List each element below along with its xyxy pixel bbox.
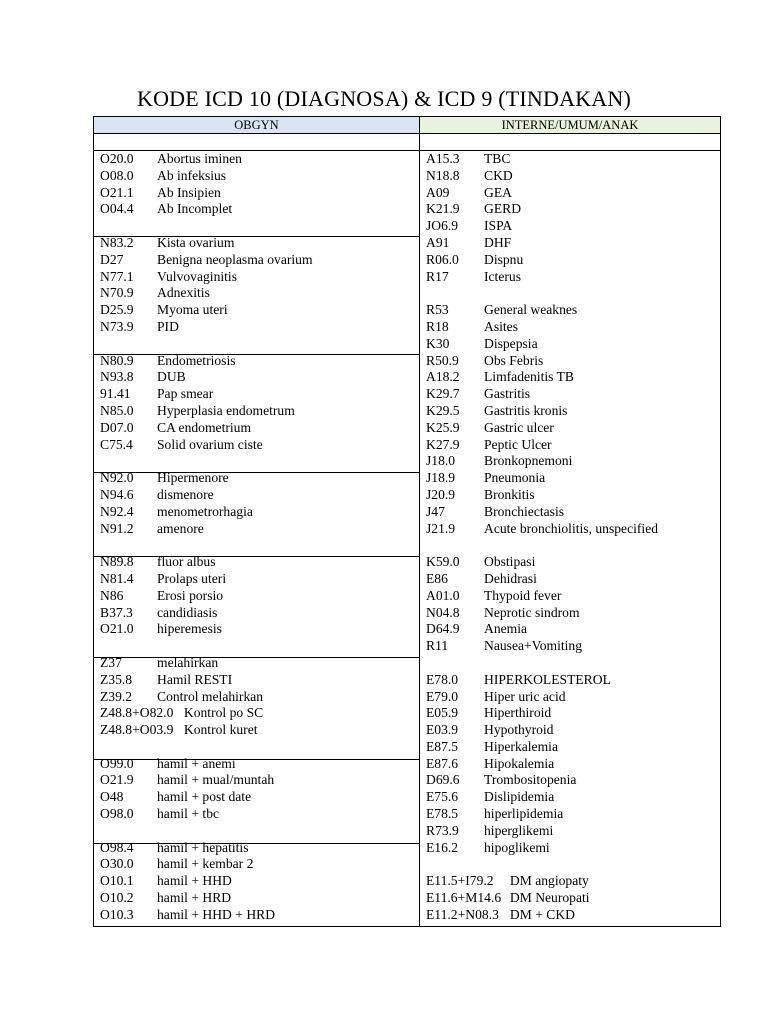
- diagnosis-label: hamil + anemi: [157, 755, 236, 771]
- diagnosis-label: Nausea+Vomiting: [484, 638, 583, 654]
- icd-code: O10.3: [100, 906, 134, 922]
- code-group: [426, 671, 611, 857]
- diagnosis-label: GERD: [484, 201, 522, 217]
- icd-code: N70.9: [100, 285, 134, 301]
- icd-code: E11.2+N08.3: [426, 906, 499, 922]
- code-row: [426, 570, 537, 588]
- icd-code: O99.0: [100, 755, 134, 771]
- code-row: [100, 839, 249, 857]
- code-row: [100, 587, 224, 605]
- icd-code: O20.0: [100, 151, 134, 166]
- code-row: [426, 520, 659, 538]
- icd-code: N94.6: [100, 486, 134, 502]
- icd-code: J47: [426, 503, 445, 519]
- diagnosis-label: Thypoid fever: [484, 587, 562, 603]
- code-group: [426, 554, 583, 655]
- diagnosis-label: Pap smear: [157, 386, 214, 402]
- code-row: [426, 436, 552, 454]
- code-group: [426, 302, 659, 537]
- code-row: [100, 151, 242, 168]
- code-row: [426, 470, 546, 487]
- icd-code: O10.2: [100, 890, 134, 906]
- code-row: [100, 386, 214, 403]
- icd-code: D69.6: [426, 772, 460, 788]
- code-group: [100, 839, 276, 924]
- icd-code: N91.2: [100, 520, 134, 536]
- icd-code: N18.8: [426, 167, 460, 183]
- code-row: [426, 167, 513, 185]
- icd-code: Z37: [100, 654, 122, 670]
- diagnosis-label: hiperlipidemia: [484, 806, 564, 822]
- diagnosis-label: hamil + post date: [157, 789, 252, 805]
- icd-code: D64.9: [426, 621, 460, 637]
- code-row: [100, 755, 236, 773]
- diagnosis-label: Myoma uteri: [157, 302, 228, 318]
- diagnosis-label: Hipokalemia: [484, 755, 555, 771]
- code-row: [100, 722, 258, 739]
- diagnosis-label: Ab infeksius: [157, 167, 227, 183]
- code-row: [100, 705, 264, 722]
- diagnosis-label: Neprotic sindrom: [484, 604, 580, 620]
- diagnosis-label: Kista ovarium: [157, 234, 235, 250]
- code-row: [426, 839, 550, 857]
- diagnosis-label: CA endometrium: [157, 419, 252, 435]
- code-row: [426, 671, 611, 689]
- code-row: [426, 789, 555, 806]
- code-row: [426, 318, 518, 336]
- code-row: [100, 570, 227, 588]
- column-divider: [419, 116, 420, 927]
- code-row: [100, 789, 252, 806]
- icd-code: R53: [426, 302, 449, 318]
- diagnosis-label: Bronchiectasis: [484, 503, 565, 519]
- icd-code: J21.9: [426, 520, 456, 536]
- diagnosis-label: hiperglikemi: [484, 822, 554, 838]
- icd-code: A91: [426, 234, 450, 250]
- diagnosis-label: Bronkitis: [484, 486, 535, 502]
- diagnosis-label: Gastritis: [484, 386, 531, 402]
- diagnosis-label: Ab Insipien: [157, 184, 221, 200]
- diagnosis-label: Obstipasi: [484, 554, 536, 570]
- code-row: [100, 688, 264, 706]
- code-row: [426, 604, 580, 622]
- code-row: [426, 722, 554, 739]
- icd-code: Z35.8: [100, 671, 133, 687]
- icd-code: J18.0: [426, 453, 456, 469]
- code-row: [426, 906, 575, 924]
- diagnosis-label: Dislipidemia: [484, 789, 555, 805]
- code-row: [426, 890, 590, 907]
- interne-column: [426, 151, 659, 924]
- diagnosis-label: Ab Incomplet: [157, 201, 233, 217]
- diagnosis-label: hamil + hepatitis: [157, 839, 249, 855]
- interne-header: INTERNE/UMUM/ANAK: [420, 117, 720, 134]
- icd-code: Z48.8+O82.0: [100, 705, 174, 721]
- code-row: [100, 402, 295, 420]
- code-row: [426, 772, 577, 789]
- icd-code: O10.1: [100, 873, 134, 889]
- icd-code: E87.5: [426, 738, 459, 754]
- icd-code: E78.0: [426, 671, 459, 687]
- code-row: [100, 856, 254, 873]
- diagnosis-label: menometrorhagia: [157, 503, 253, 519]
- code-row: [100, 906, 276, 924]
- icd-code: O21.1: [100, 184, 134, 200]
- diagnosis-label: Hiperthiroid: [484, 705, 552, 721]
- code-row: [100, 184, 221, 202]
- code-row: [426, 873, 589, 890]
- code-row: [426, 201, 522, 218]
- code-row: [100, 419, 252, 437]
- diagnosis-label: Acute bronchiolitis, unspecified: [484, 520, 659, 536]
- diagnosis-label: hipoglikemi: [484, 839, 550, 855]
- diagnosis-label: Benigna neoplasma ovarium: [157, 251, 313, 267]
- diagnosis-label: Pneumonia: [484, 470, 546, 486]
- icd-code: N89.8: [100, 554, 134, 570]
- diagnosis-label: PID: [157, 318, 179, 334]
- icd-code: E03.9: [426, 722, 459, 738]
- diagnosis-label: Hipermenore: [157, 470, 229, 486]
- diagnosis-label: Dispepsia: [484, 335, 538, 351]
- code-row: [426, 453, 573, 470]
- code-row: [426, 587, 562, 605]
- icd-code: N81.4: [100, 570, 134, 586]
- icd-code: D07.0: [100, 419, 134, 435]
- code-row: [426, 621, 528, 638]
- code-row: [426, 806, 564, 823]
- icd-code: E78.5: [426, 806, 459, 822]
- diagnosis-label: Gastritis kronis: [484, 402, 568, 418]
- icd-code: A01.0: [426, 587, 460, 603]
- code-row: [426, 234, 512, 252]
- diagnosis-label: Solid ovarium ciste: [157, 436, 263, 452]
- code-row: [100, 352, 236, 370]
- diagnosis-label: Hamil RESTI: [157, 671, 233, 687]
- code-row: [426, 218, 513, 235]
- diagnosis-label: melahirkan: [157, 654, 219, 670]
- code-row: [426, 738, 558, 756]
- code-row: [100, 302, 228, 319]
- diagnosis-label: DM Neuropati: [509, 890, 590, 906]
- icd-code: Z48.8+O03.9: [100, 722, 174, 738]
- icd-code: K59.0: [426, 554, 460, 570]
- obgyn-column: [100, 151, 313, 924]
- code-row: [426, 402, 568, 420]
- icd-code: N85.0: [100, 402, 134, 418]
- icd-code: K27.9: [426, 436, 460, 452]
- icd-code: R17: [426, 268, 449, 284]
- diagnosis-label: Bronkopnemoni: [484, 453, 573, 469]
- diagnosis-label: hamil + HRD: [157, 890, 232, 906]
- code-row: [426, 386, 531, 403]
- diagnosis-label: Hiperkalemia: [484, 738, 558, 754]
- icd-code: R11: [426, 638, 449, 654]
- code-group: [100, 234, 313, 336]
- diagnosis-label: fluor albus: [157, 554, 216, 570]
- code-row: [100, 201, 233, 218]
- code-row: [100, 167, 227, 185]
- icd-code: O08.0: [100, 167, 134, 183]
- code-row: [100, 436, 263, 454]
- icd-code: J18.9: [426, 470, 456, 486]
- code-row: [100, 806, 220, 823]
- diagnosis-label: dismenore: [157, 486, 214, 502]
- icd-code: D27: [100, 251, 124, 267]
- code-row: [426, 335, 538, 353]
- diagnosis-label: Peptic Ulcer: [484, 436, 552, 452]
- code-row: [100, 671, 233, 689]
- code-row: [100, 890, 232, 907]
- icd-code: A09: [426, 184, 450, 200]
- diagnosis-label: Anemia: [484, 621, 528, 637]
- code-row: [100, 486, 214, 504]
- diagnosis-label: Control melahirkan: [157, 688, 264, 704]
- icd-code: 91.41: [100, 386, 131, 402]
- code-row: [100, 520, 204, 538]
- icd-code: E11.5+I79.2: [426, 873, 494, 889]
- code-row: [426, 352, 544, 370]
- icd-code: D25.9: [100, 302, 134, 318]
- icd-code: K29.5: [426, 402, 460, 418]
- diagnosis-label: Hypothyroid: [484, 722, 554, 738]
- code-row: [426, 184, 512, 202]
- code-row: [426, 486, 535, 504]
- icd-code: E75.6: [426, 789, 459, 805]
- diagnosis-label: Trombositopenia: [484, 772, 577, 788]
- icd-code: O98.4: [100, 839, 134, 855]
- code-row: [100, 772, 275, 789]
- page-title: KODE ICD 10 (DIAGNOSA) & ICD 9 (TINDAKAN): [137, 86, 631, 111]
- icd-code: A15.3: [426, 151, 460, 166]
- code-row: [426, 638, 583, 655]
- code-row: [100, 369, 186, 386]
- code-row: [426, 419, 554, 437]
- icd-code: E16.2: [426, 839, 459, 855]
- diagnosis-label: hiperemesis: [157, 621, 222, 637]
- icd-code: N04.8: [426, 604, 460, 620]
- code-row: [100, 873, 232, 890]
- diagnosis-label: hamil + HHD + HRD: [157, 906, 276, 922]
- code-group: [100, 470, 253, 537]
- code-row: [426, 554, 536, 571]
- icd-code: C75.4: [100, 436, 133, 452]
- icd-code: J20.9: [426, 486, 456, 502]
- code-row: [426, 151, 511, 168]
- diagnosis-label: Hiper uric acid: [484, 688, 566, 704]
- code-row: [100, 503, 253, 521]
- obgyn-header: OBGYN: [94, 117, 419, 134]
- diagnosis-label: hamil + HHD: [157, 873, 232, 889]
- code-group: [100, 352, 295, 454]
- icd-code: E87.6: [426, 755, 459, 771]
- icd-code: B37.3: [100, 604, 133, 620]
- diagnosis-label: Dehidrasi: [484, 570, 537, 586]
- icd-code: N83.2: [100, 234, 134, 250]
- diagnosis-label: General weaknes: [484, 302, 578, 318]
- icd-code: N86: [100, 587, 124, 603]
- code-row: [100, 251, 313, 269]
- diagnosis-label: DUB: [157, 369, 186, 385]
- diagnosis-label: Hyperplasia endometrum: [157, 402, 295, 418]
- diagnosis-label: DM angiopaty: [509, 873, 589, 889]
- code-row: [100, 604, 218, 622]
- diagnosis-label: Dispnu: [484, 251, 524, 267]
- icd-code: K25.9: [426, 419, 460, 435]
- diagnosis-label: Prolaps uteri: [157, 570, 227, 586]
- icd-code: R18: [426, 318, 449, 334]
- diagnosis-label: Vulvovaginitis: [157, 268, 237, 284]
- code-row: [100, 234, 235, 252]
- icd-code: R50.9: [426, 352, 459, 368]
- icd-code: A18.2: [426, 369, 460, 385]
- icd-code: N93.8: [100, 369, 134, 385]
- icd-code: K30: [426, 335, 450, 351]
- icd-code: O30.0: [100, 856, 134, 872]
- icd-code: N92.4: [100, 503, 134, 519]
- code-group: [100, 554, 227, 638]
- diagnosis-label: ISPA: [484, 218, 513, 234]
- diagnosis-label: CKD: [484, 167, 513, 183]
- diagnosis-label: Erosi porsio: [157, 587, 224, 603]
- icd-code: N77.1: [100, 268, 134, 284]
- code-group: [100, 654, 264, 739]
- code-row: [426, 705, 552, 722]
- diagnosis-label: Icterus: [484, 268, 521, 284]
- icd-code: O98.0: [100, 806, 134, 822]
- diagnosis-label: hamil + kembar 2: [157, 856, 254, 872]
- code-row: [426, 688, 566, 706]
- code-group: [100, 755, 275, 823]
- diagnosis-label: Abortus iminen: [157, 151, 242, 166]
- code-row: [426, 268, 521, 286]
- icd-code: O48: [100, 789, 124, 805]
- icd-code: E11.6+M14.6: [426, 890, 502, 906]
- icd-code: E05.9: [426, 705, 459, 721]
- diagnosis-label: Endometriosis: [157, 352, 236, 368]
- icd-code: N80.9: [100, 352, 134, 368]
- icd-code: E86: [426, 570, 448, 586]
- code-row: [426, 822, 554, 840]
- diagnosis-label: candidiasis: [157, 604, 218, 620]
- diagnosis-label: HIPERKOLESTEROL: [484, 671, 611, 687]
- code-row: [100, 554, 216, 571]
- diagnosis-label: Kontrol kuret: [183, 722, 258, 738]
- icd-code: R06.0: [426, 251, 459, 267]
- diagnosis-label: Kontrol po SC: [183, 705, 264, 721]
- icd-code: N73.9: [100, 318, 134, 334]
- icd-code: N92.0: [100, 470, 134, 486]
- code-group: [426, 873, 590, 923]
- icd-code: K21.9: [426, 201, 460, 217]
- diagnosis-label: DM + CKD: [509, 906, 575, 922]
- diagnosis-label: Obs Febris: [484, 352, 544, 368]
- code-row: [426, 755, 555, 773]
- icd-code: Z39.2: [100, 688, 133, 704]
- code-row: [100, 470, 229, 487]
- code-row: [426, 503, 565, 521]
- code-row: [426, 302, 578, 319]
- code-group: [426, 151, 524, 285]
- diagnosis-label: hamil + tbc: [157, 806, 220, 822]
- diagnosis-label: Asites: [484, 318, 518, 334]
- code-row: [426, 369, 574, 386]
- icd-code: R73.9: [426, 822, 459, 838]
- diagnosis-label: hamil + mual/muntah: [157, 772, 275, 788]
- diagnosis-label: TBC: [484, 151, 511, 166]
- code-row: [100, 318, 179, 336]
- icd-code: K29.7: [426, 386, 460, 402]
- diagnosis-label: DHF: [484, 234, 512, 250]
- diagnosis-label: Gastric ulcer: [484, 419, 554, 435]
- diagnosis-label: GEA: [484, 184, 512, 200]
- code-row: [100, 268, 237, 286]
- icd-code: O21.9: [100, 772, 134, 788]
- diagnosis-label: Limfadenitis TB: [484, 369, 574, 385]
- icd-code: JO6.9: [426, 218, 459, 234]
- icd-code: O21.0: [100, 621, 134, 637]
- code-group: [100, 151, 242, 218]
- diagnosis-label: Adnexitis: [157, 285, 210, 301]
- icd-code: E79.0: [426, 688, 459, 704]
- diagnosis-label: amenore: [157, 520, 204, 536]
- code-row: [100, 621, 222, 638]
- code-row: [100, 654, 219, 672]
- icd-code: O04.4: [100, 201, 134, 217]
- code-row: [426, 251, 524, 269]
- code-row: [100, 285, 210, 302]
